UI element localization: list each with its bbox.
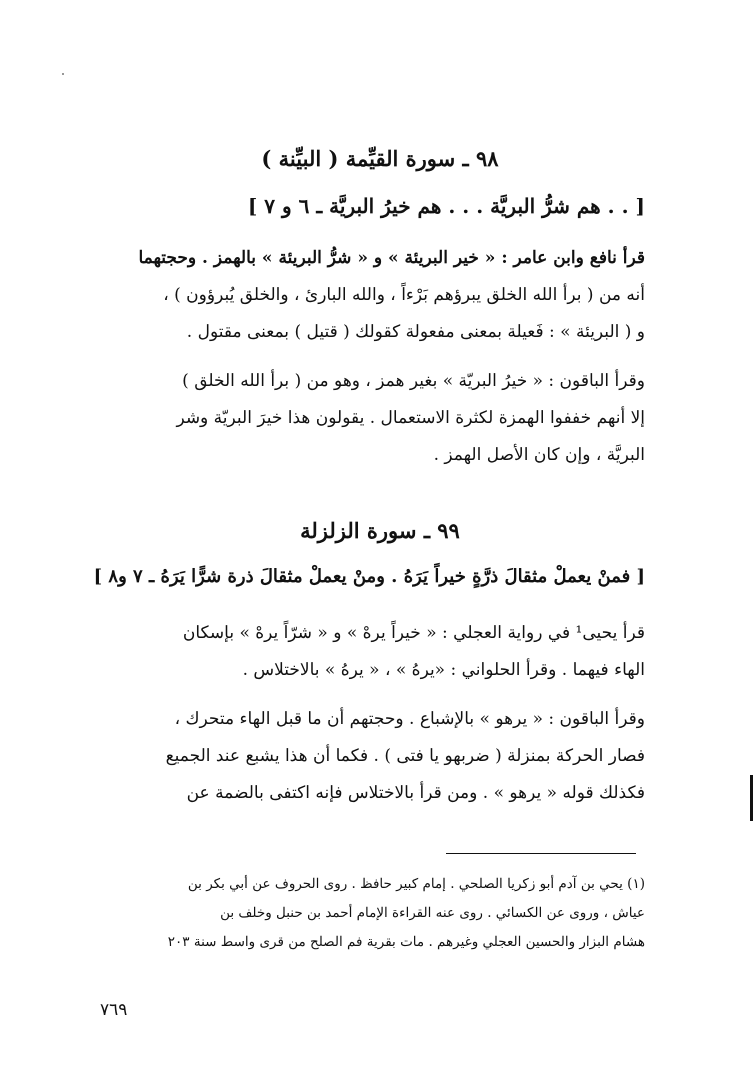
paragraph-line: و ( البريئة » : فَعيلة بمعنى مفعولة كقولك ( قتيل ) بمعنى مقتول .	[186, 322, 645, 342]
surah-99-paragraph-1	[100, 615, 645, 689]
surah-98-paragraph-2	[100, 363, 645, 474]
scan-edge-mark	[750, 775, 753, 821]
surah-99-title: ٩٩ ـ سورة الزلزلة	[300, 518, 460, 543]
paragraph-line: فصار الحركة بمنزلة ( ضربهو يا فتى ) . فكما أن هذا يشبع عند الجميع	[165, 746, 645, 766]
page-number: ٧٦٩	[100, 1000, 128, 1020]
scan-speck	[62, 73, 64, 75]
paragraph-line: أنه من ( برأ الله الخلق يبرؤهم بَرْءاً ، والله البارئ ، والخلق يُبرؤون ) ،	[163, 285, 645, 305]
footnote-divider	[446, 853, 636, 854]
surah-98-verse: [ . . هم شرُّ البريَّة . . . هم خيرُ البريَّة ـ ٦ و ٧ ]	[247, 194, 645, 218]
footnote	[100, 870, 645, 957]
footnote-line: عياش ، وروى عن الكسائي . روى عنه القراءة الإمام أحمد بن حنبل وخلف بن	[220, 905, 645, 921]
paragraph-line: قرأ يحيى¹ في رواية العجلي : « خيراً يرهْ » و « شرّاً يرهْ » بإسكان	[182, 623, 645, 643]
paragraph-line: وقرأ الباقون : « خيرُ البريّة » بغير همز ، وهو من ( برأ الله الخلق )	[182, 371, 645, 391]
paragraph-line: البريَّة ، وإن كان الأصل الهمز .	[433, 445, 645, 465]
surah-99-paragraph-2	[100, 701, 645, 812]
paragraph-line: قرأ نافع وابن عامر : « خير البريئة » و « شرُّ البريئة » بالهمز . وحجتهما	[138, 248, 645, 268]
surah-98-title: ٩٨ ـ سورة القيِّمة ( البيِّنة )	[261, 146, 499, 171]
paragraph-line: الهاء فيهما . وقرأ الحلواني : «يرهُ » ، « يرهُ » بالاختلاس .	[242, 660, 645, 680]
surah-98-paragraph-1	[100, 240, 645, 351]
surah-99-verse: [ فمنْ يعملْ مثقالَ ذرَّةٍ خيراً يَرَهُ . ومنْ يعملْ مثقالَ ذرة شرًّا يَرَهُ ـ ٧ و٨ ]	[93, 566, 645, 587]
footnote-line: هشام البزار والحسين العجلي وغيرهم . مات بقرية فم الصلح من قرى واسط سنة ٢٠٣	[167, 934, 645, 950]
footnote-line: (١) يحي بن آدم أبو زكريا الصلحي . إمام كبير حافظ . روى الحروف عن أبي بكر بن	[187, 876, 645, 892]
paragraph-line: فكذلك قوله « يرهو » . ومن قرأ بالاختلاس فإنه اكتفى بالضمة عن	[186, 783, 645, 803]
paragraph-line: إلا أنهم خففوا الهمزة لكثرة الاستعمال . يقولون هذا خيرَ البريّة وشر	[176, 408, 645, 428]
paragraph-line: وقرأ الباقون : « يرهو » بالإشباع . وحجتهم أن ما قبل الهاء متحرك ،	[174, 709, 645, 729]
